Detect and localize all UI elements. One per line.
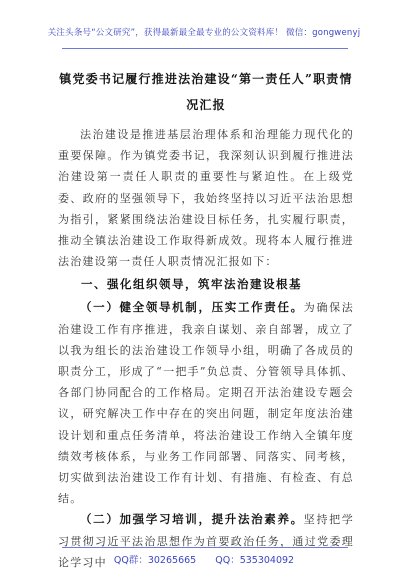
subsection-label-2: （二）加强学习培训，提升法治素养。 [80,512,304,527]
section-heading-1: 一、强化组织领导，筑牢法治建设根基 [81,277,302,292]
header-banner: 关注头条号“公文研究”，获得最新最全最专业的公文资料库！ 微信：gongwenyj [47,28,361,38]
footer [0,552,408,566]
subsection-label-1: （一）健全领导机制，压实工作责任。 [80,300,304,315]
subsection-text-1: 为确保法治建设工作有序推进，我亲自谋划、亲自部署，成立了以我为组长的法治建设工作领导小组，明确了各成员的职责分工，形成了“一把手”负总责、分管领导具体抓、各部门协同配合的工作格局。定期召开法治建设专题会议，研究解决工作中存在的突出问题，制定年度法治建设计划和重点任务清单，将法治建设工作纳入全镇年度绩效考核体系，与业务工作同部署、同落实、同考核，切实做到法治建设工作有计划、有措施、有检查、有总结。 [58,301,354,506]
document-title: 镇党委书记履行推进法治建设“第一责任人”职责情况汇报 [59,72,353,112]
footer-qq-group: QQ群：30265665 [113,555,197,566]
footer-divider [62,547,348,548]
header-divider [62,48,348,49]
document-body [58,124,354,573]
subsection-paragraph-1 [58,297,354,509]
intro-paragraph: 法治建设是推进基层治理体系和治理能力现代化的重要保障。作为镇党委书记，我深刻认识到履行推进法治建设第一责任人职责的重要性与紧迫性。在上级党委、政府的坚强领导下，我始终坚持以习近平法治思想为指引，紧紧围绕法治建设目标任务，扎实履行职责，推动全镇法治建设工作取得新成效。现将本人履行推进法治建设第一责任人职责情况汇报如下： [58,128,354,269]
footer-qq: QQ：535304092 [215,555,295,566]
subsection-text-2: 坚持把学习贯彻习近平法治思想作为首要政治任务，通过党委理论学习中 [58,513,354,569]
